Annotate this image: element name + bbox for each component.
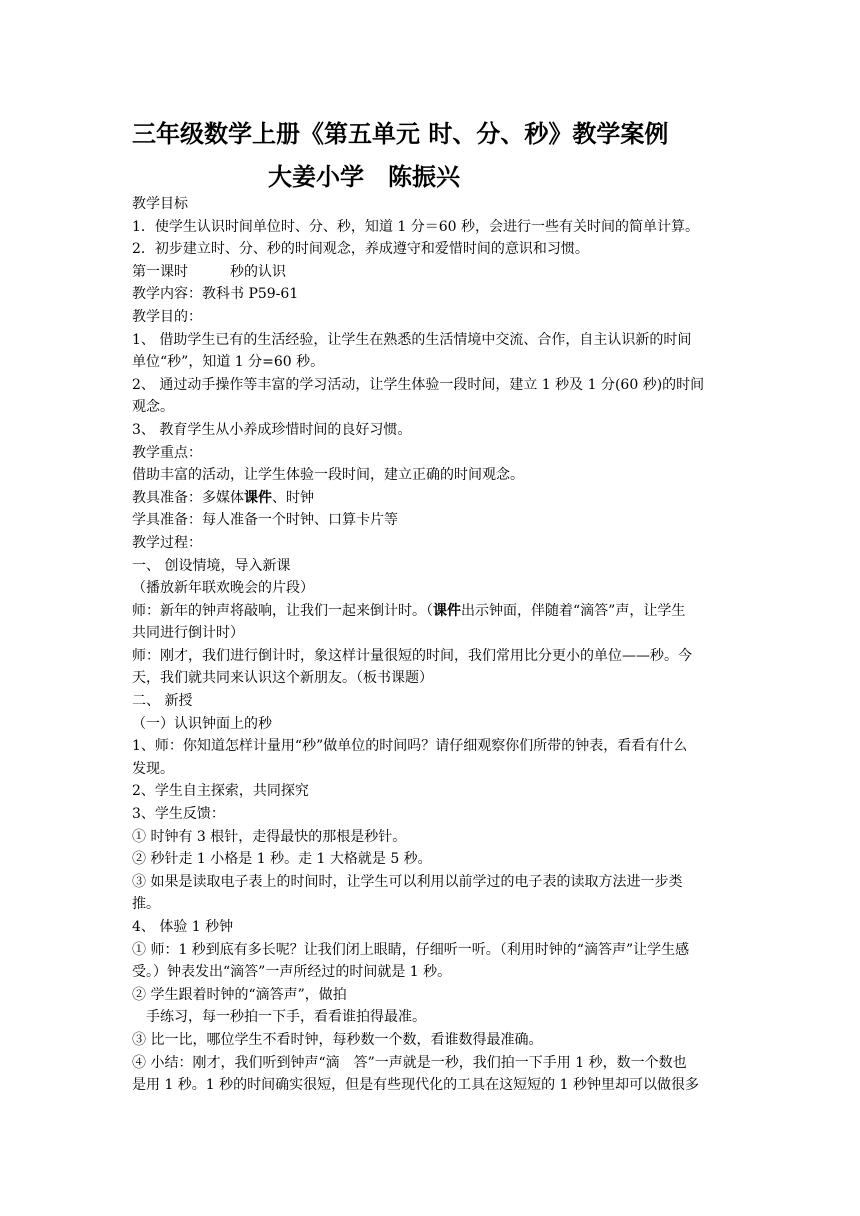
- text-line: 第一课时 秒的认识: [132, 263, 286, 280]
- text-line: ① 师：1 秒到底有多长呢？让我们闭上眼睛，仔细听一听。（利用时钟的“滴答声”让学生感: [132, 941, 690, 958]
- text-line: 教学目标: [132, 196, 188, 212]
- text-line: 3、 教育学生从小养成珍惜时间的良好习惯。: [132, 421, 412, 438]
- text-line: 教学重点：: [132, 444, 202, 461]
- text-line: 天，我们就共同来认识这个新朋友。（板书课题）: [132, 670, 433, 687]
- text-line: 教学内容：教科书 P59-61: [132, 286, 299, 303]
- document-title: 三年级数学上册《第五单元 时、分、秒》教学案例: [132, 119, 669, 148]
- emphasis-text: 课件: [433, 602, 461, 619]
- document-byline: [268, 157, 460, 192]
- text-line: 师：新年的钟声将敲响，让我们一起来倒计时。（课件出示钟面，伴随着“滴答”声，让学生: [132, 602, 686, 619]
- document-body: [132, 193, 732, 1097]
- text-line: 推。: [132, 896, 160, 913]
- text-line: （播放新年联欢晚会的片段）: [132, 580, 314, 597]
- text-line: 4、 体验 1 秒钟: [132, 919, 234, 935]
- text-line: ② 秒针走 1 小格是 1 秒。走 1 大格就是 5 秒。: [132, 851, 432, 868]
- text-line: 教学过程：: [132, 534, 202, 551]
- emphasis-text: 课件: [244, 489, 272, 506]
- text-line: 学具准备：每人准备一个时钟、口算卡片等: [132, 512, 398, 529]
- text-line: ② 学生跟着时钟的“滴答声”，做拍: [132, 986, 347, 1003]
- text-line: 手练习，每一秒拍一下手，看看谁拍得最准。: [146, 1009, 426, 1026]
- text-line: 教学目的：: [132, 308, 202, 325]
- text-line: 共同进行倒计时）: [132, 625, 244, 642]
- text-line: 受。）钟表发出“滴答”一声所经过的时间就是 1 秒。: [132, 964, 452, 981]
- text-line: 2．初步建立时、分、秒的时间观念，养成遵守和爱惜时间的意识和习惯。: [132, 241, 589, 258]
- text-line: 单位“秒”，知道 1 分=60 秒。: [132, 354, 325, 371]
- text-line: （一）认识钟面上的秒: [132, 715, 272, 732]
- text-line: ③ 比一比，哪位学生不看时钟，每秒数一个数，看谁数得最准确。: [132, 1031, 543, 1048]
- text-line: 借助丰富的活动，让学生体验一段时间，建立正确的时间观念。: [132, 467, 524, 484]
- text-line: ① 时钟有 3 根针，走得最快的那根是秒针。: [132, 828, 407, 845]
- text-line: 观念。: [132, 399, 174, 416]
- text-line: ③ 如果是读取电子表上的时间时，让学生可以利用以前学过的电子表的读取方法进一步类: [132, 873, 683, 890]
- text-line: 1．使学生认识时间单位时、分、秒，知道 1 分＝60 秒，会进行一些有关时间的简单计算。: [132, 218, 699, 235]
- text-line: 发现。: [132, 760, 174, 777]
- text-line: 师：刚才，我们进行倒计时，象这样计量很短的时间，我们常用比分更小的单位——秒。今: [132, 647, 692, 664]
- text-line: ④ 小结：刚才，我们听到钟声“滴 答”一声就是一秒，我们拍一下手用 1 秒，数一个数也: [132, 1054, 687, 1071]
- text-line: 是用 1 秒。1 秒的时间确实很短，但是有些现代化的工具在这短短的 1 秒钟里却可以做很多: [132, 1077, 699, 1094]
- text-line: 1、 借助学生已有的生活经验，让学生在熟悉的生活情境中交流、合作，自主认识新的时间: [132, 331, 692, 348]
- text-line: 教具准备：多媒体课件、时钟: [132, 489, 314, 506]
- text-line: 2、 通过动手操作等丰富的学习活动，让学生体验一段时间，建立 1 秒及 1 分(60 秒)的时间: [132, 376, 705, 393]
- text-line: 一、 创设情境，导入新课: [132, 557, 291, 574]
- text-line: 二、 新授: [132, 693, 193, 710]
- text-line: 2、学生自主探索，共同探究: [132, 783, 309, 800]
- text-line: 1、师：你知道怎样计量用“秒”做单位的时间吗？请仔细观察你们所带的钟表，看看有什么: [132, 738, 688, 755]
- text-line: 3、学生反馈：: [132, 806, 225, 823]
- author-name: 陈振兴: [388, 162, 460, 191]
- school-name: 大姜小学: [268, 162, 364, 191]
